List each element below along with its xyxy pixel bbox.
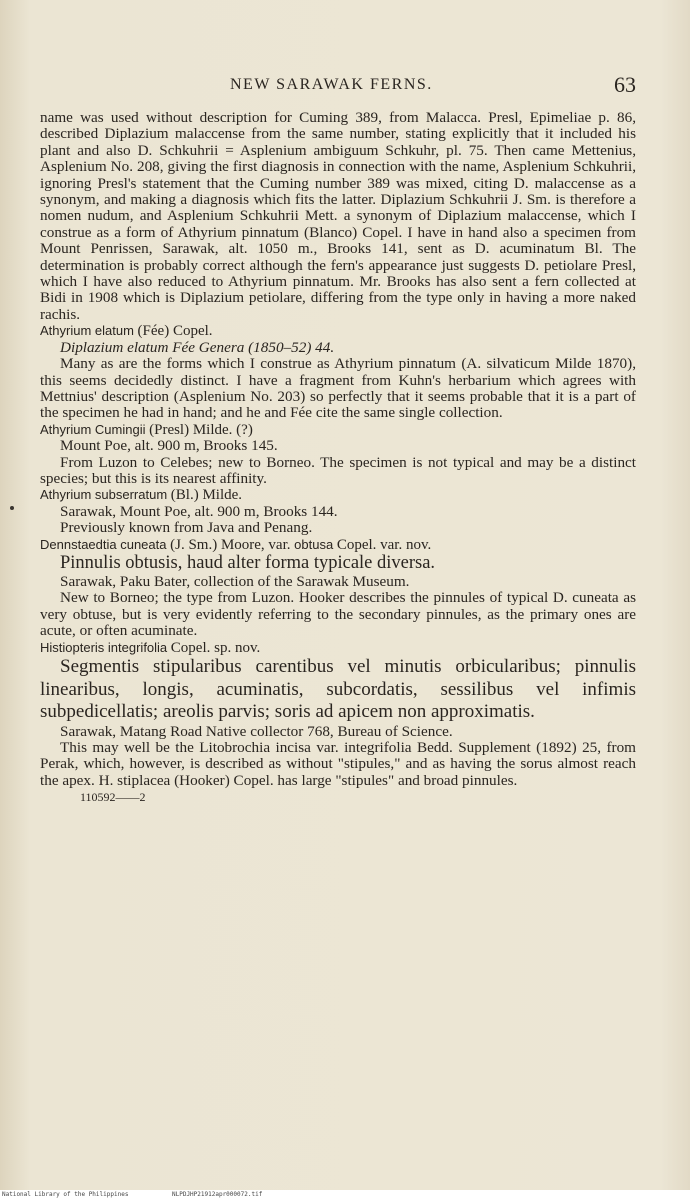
dennstaedtia-var-authority: Copel. var. nov. — [336, 536, 432, 553]
dennstaedtia-variety: obtusa — [294, 536, 334, 552]
cumingii-authority: (Presl) Milde. (?) — [149, 421, 253, 438]
elatum-heading — [40, 323, 636, 339]
signature-code: 110592——2 — [80, 790, 146, 805]
histiopteris-heading — [40, 640, 636, 656]
dennstaedtia-latin: Pinnulis obtusis, haud alter forma typicale diversa. — [60, 552, 436, 573]
margin-mark — [10, 506, 14, 510]
elatum-authority: (Fée) Copel. — [137, 323, 213, 340]
elatum-name: Athyrium elatum — [40, 323, 134, 339]
dennstaedtia-heading — [40, 537, 636, 553]
scan-footer — [0, 1190, 690, 1200]
dennstaedtia-locality: Sarawak, Paku Bater, collection of the Sarawak Museum. — [60, 572, 410, 590]
dennstaedtia-name: Dennstaedtia cuneata — [40, 536, 167, 552]
scan-source: National Library of the Philippines — [2, 1191, 129, 1198]
subserratum-name: Athyrium subserratum — [40, 487, 168, 503]
intro-paragraph: name was used without description for Cuming 389, from Malacca. Presl, Epimeliae p. 86, described Diplazium malaccense from the same number, stating explicitly that it included his plant and also D. Schkuhrii = Asplenium ambiguum Schkuhr, pl. 75. Then came Mettenius, Asplenium No. 208, giving the first diagnosis in connection with the name, Asplenium Schkuhrii, ignoring Presl's statement that the Cuming number 389 was mixed, citing D. malaccense as a synonym, and making a diagnosis which fits the latter. Diplazium Schkuhrii J. Sm. is therefore a nomen nudum, and Asplenium Schkuhrii Mett. a synonym of Diplazium malaccense, which I construe as a form of Athyrium pinnatum (Blanco) Copel. I have in hand also a specimen from Mount Penrissen, Sarawak, alt. 1050 m., Brooks 141, sent as D. acuminatum Bl. The determination is probably correct although the fern's appearance just suggests D. petiolare Presl, which I have also reduced to Athyrium pinnatum. Mr. Brooks has also sent a fern collected at Bidi in 1908 which is Diplazium petiolare, differing from the type only in having a more naked rachis. — [40, 109, 636, 323]
cumingii-text: From Luzon to Celebes; new to Borneo. The specimen is not typical and may be a distinct species; but this is its nearest affinity. — [40, 453, 636, 487]
histiopteris-latin: Segmentis stipularibus carentibus vel minutis orbicularibus; pinnulis linearibus, longis, acuminatis, subcordatis, sessilibus vel infimis subpedicellatis; areolis parvis; soris ad apicem non approximatis. — [40, 656, 636, 722]
scan-file: NLPDJHP21912apr000072.tif — [172, 1191, 263, 1198]
page-header — [0, 72, 690, 106]
page-number: 63 — [614, 72, 636, 97]
cumingii-heading — [40, 422, 636, 438]
histiopteris-locality: Sarawak, Matang Road Native collector 768, Bureau of Science. — [60, 722, 453, 740]
running-head: NEW SARAWAK FERNS. — [230, 76, 433, 93]
histiopteris-text: This may well be the Litobrochia incisa var. integrifolia Bedd. Supplement (1892) 25, from Perak, which, however, is described as without "stipules," and as having the sorus almost reach the apex. H. stiplacea (Hooker) Copel. has large "stipules" and broad pinnules. — [40, 738, 636, 789]
dennstaedtia-text: New to Borneo; the type from Luzon. Hooker describes the pinnules of typical D. cuneata as very obtuse, but is very evidently referring to the secondary pinnules, as the primary ones are acute, or often acuminate. — [40, 589, 636, 640]
subserratum-authority: (Bl.) Milde. — [170, 487, 243, 504]
elatum-synonym: Diplazium elatum Fée Genera (1850–52) 44. — [60, 338, 335, 356]
dennstaedtia-authority: (J. Sm.) Moore, var. — [170, 536, 291, 553]
subserratum-text: Previously known from Java and Penang. — [60, 519, 313, 537]
cumingii-locality: Mount Poe, alt. 900 m, Brooks 145. — [60, 437, 278, 455]
histiopteris-name: Histiopteris integrifolia — [40, 639, 168, 655]
page-body — [40, 110, 636, 806]
elatum-text: Many as are the forms which I construe as Athyrium pinnatum (A. silvaticum Milde 1870), this seems decidedly distinct. I have a fragment from Kuhn's herbarium which agrees with Mettnius' description (Asplenium No. 203) so perfectly that it seems probable that it is a part of the specimen he had in hand; and he and Fée cite the same single collection. — [40, 355, 636, 422]
cumingii-name: Athyrium Cumingii — [40, 421, 146, 437]
subserratum-heading — [40, 487, 636, 503]
histiopteris-authority: Copel. sp. nov. — [170, 639, 261, 656]
subserratum-locality: Sarawak, Mount Poe, alt. 900 m, Brooks 144. — [60, 502, 338, 520]
